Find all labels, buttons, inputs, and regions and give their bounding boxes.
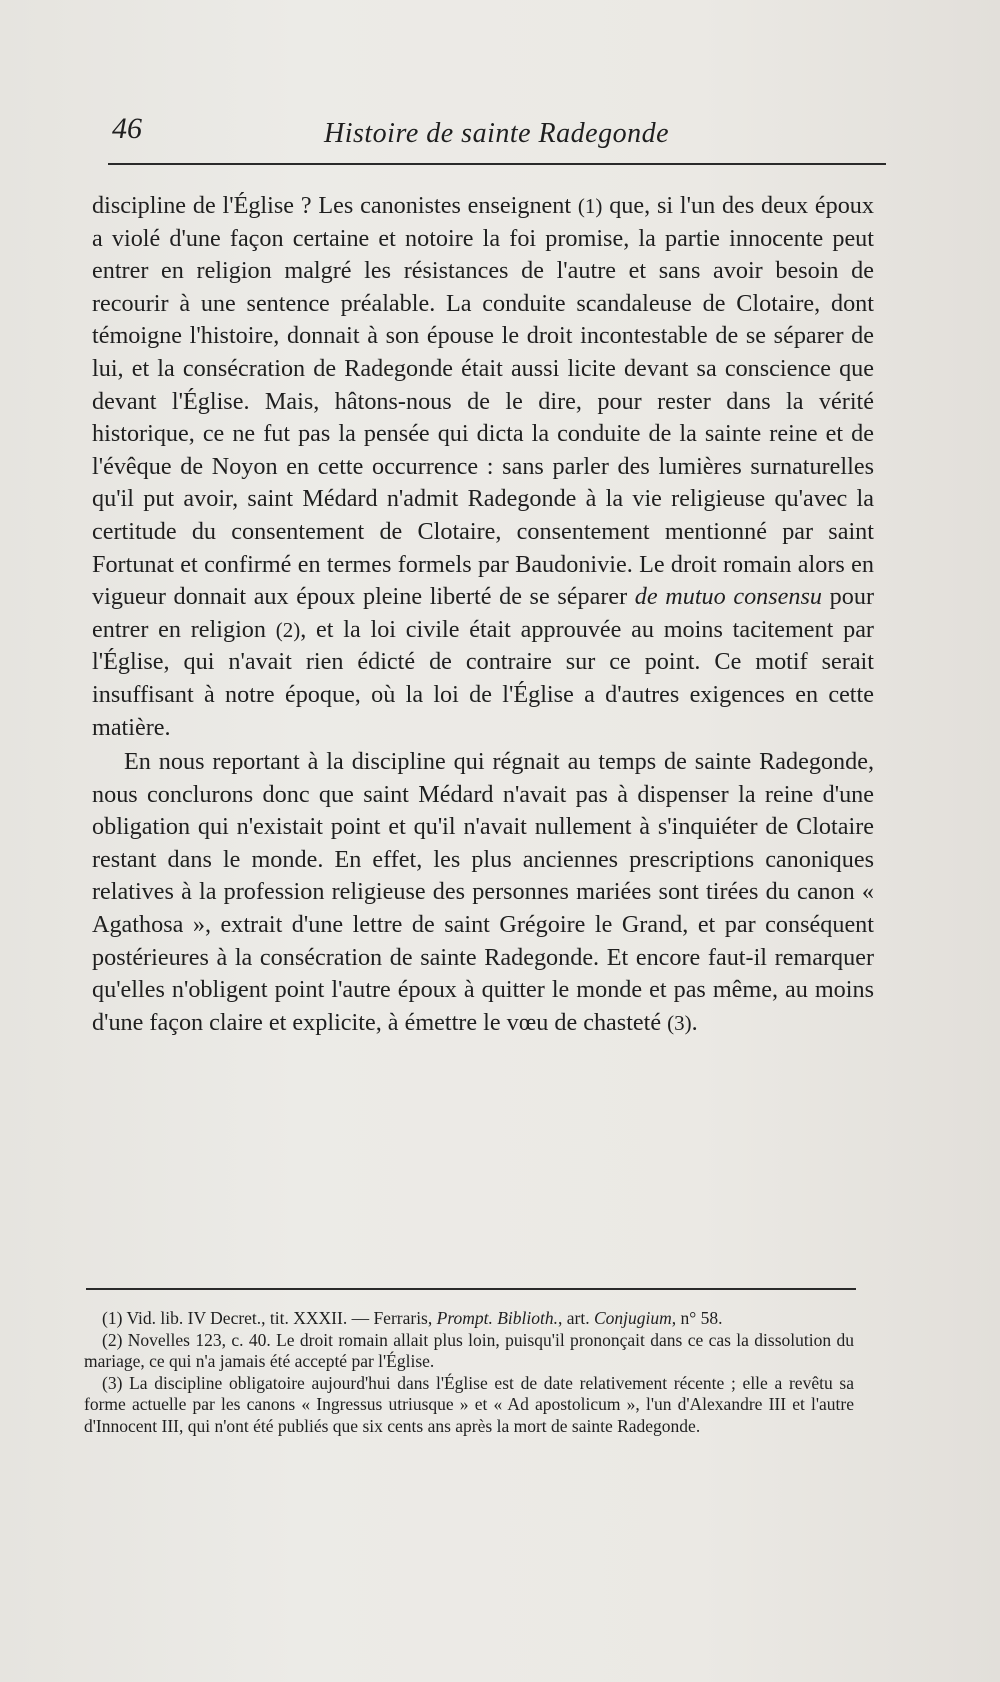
latin-phrase: de mutuo consensu xyxy=(634,583,823,611)
footnote-3: (3) La discipline obligatoire aujourd'hui dans l'Église est de date relativement récente ; elle a revêtu sa forme actuelle par les canons « Ingressus utriusque » et « Ad apostolicum », l'un d'Alexandre III et l'autre d'Innocent III, qui n'ont été publiés que six cents ans après la mort de sainte Radegonde. xyxy=(84,1372,854,1436)
body-text xyxy=(92,190,874,1039)
page-header xyxy=(112,108,884,158)
running-title: Histoire de sainte Radegonde xyxy=(324,118,670,149)
footnotes xyxy=(84,1308,854,1438)
footnote-2: (2) Novelles 123, c. 40. Le droit romain allait plus loin, puisqu'il prononçait dans ce cas la dissolution du mariage, ce qui n'a jamais été accepté par l'Église. xyxy=(84,1329,854,1372)
footnote-ref-1: (1) xyxy=(577,194,603,218)
paragraph-2: En nous reportant à la discipline qui régnait au temps de sainte Radegonde, nous conclurons donc que saint Médard n'avait pas à dispenser la reine d'une obligation qui n'existait point et qu'il n'avait nullement à s'inquiéter de Clotaire restant dans le monde. En effet, les plus anciennes prescriptions canoniques relatives à la profession religieuse des personnes mariées sont tirées du canon « Agathosa », extrait d'une lettre de saint Grégoire le Grand, et par conséquent postérieures à la consécration de sainte Radegonde. Et encore faut-il remarquer qu'elles n'obligent point l'autre époux à quitter le monde et pas même, au moins d'une façon claire et explicite, à émettre le vœu de chasteté (3). xyxy=(92,748,874,1036)
header-rule xyxy=(108,163,886,165)
footnote-rule xyxy=(86,1288,856,1290)
footnote-1: (1) Vid. lib. IV Decret., tit. XXXII. — Ferraris, Prompt. Biblioth., art. Conjugium, n° 58. xyxy=(102,1308,723,1328)
page-number: 46 xyxy=(112,112,142,145)
paragraph-1: discipline de l'Église ? Les canonistes enseignent (1) que, si l'un des deux époux a violé d'une façon certaine et notoire la foi promise, la partie innocente peut entrer en religion malgré les résistances de l'autre et sans avoir besoin de recourir à une sentence préalable. La conduite scandaleuse de Clotaire, dont témoigne l'histoire, donnait à son épouse le droit incontestable de se séparer de lui, et la consécration de Radegonde était aussi licite devant sa conscience que devant l'Église. Mais, hâtons-nous de le dire, pour rester dans la vérité historique, ce ne fut pas la pensée qui dicta la conduite de la sainte reine et de l'évêque de Noyon en cette occurrence : sans parler des lumières surnaturelles qu'il put avoir, saint Médard n'admit Radegonde à la vie religieuse qu'avec la certitude du consentement de Clotaire, consentement mentionné par saint Fortunat et confirmé en termes formels par Baudonivie. Le droit romain alors en vigueur donnait aux époux pleine liberté de se séparer de mutuo consensu pour entrer en religion (2), et la loi civile était approuvée au moins tacitement par l'Église, qui n'avait rien édicté de contraire sur ce point. Ce motif serait insuffisant à notre époque, où la loi de l'Église a d'autres exigences en cette matière. xyxy=(92,192,874,741)
footnote-ref-3: (3) xyxy=(667,1010,692,1035)
footnote-ref-2: (2) xyxy=(275,617,301,642)
